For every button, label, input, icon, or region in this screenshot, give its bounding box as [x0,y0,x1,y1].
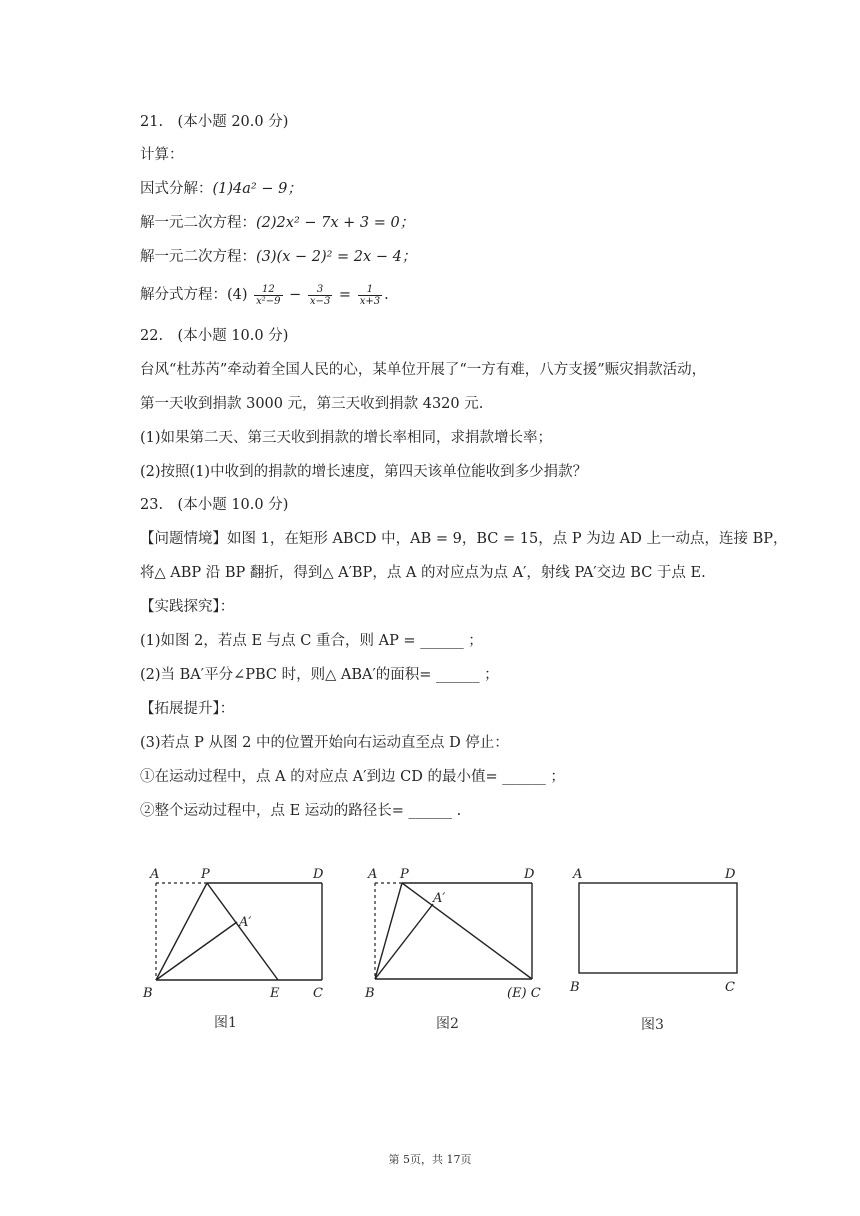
fraction-2-numerator: 3 [308,284,332,296]
fig1-edge-BA1 [156,922,237,980]
fig3-label-D: D [725,867,736,882]
period: . [384,287,389,303]
q21-part3 [140,247,416,267]
q21-part1 [140,179,302,199]
figure-1 [140,860,340,1009]
q22-header: 22. (本小题 10.0 分) [140,328,289,344]
fig3-label-C: C [725,980,735,995]
fig1-label-A1: A′ [239,915,252,930]
fig1-edge-BP [156,883,207,980]
fraction-3-denominator: x+3 [359,295,381,307]
fig2-label-D: D [524,867,535,882]
q21-intro: 计算： [140,147,184,163]
equals-sign: = [338,287,352,303]
fraction-3 [358,284,382,307]
q21-part3-label: 解一元二次方程： [140,249,256,265]
q23-part3-sub2: ②整个运动过程中，点 E 运动的路径长= ______ . [140,803,462,819]
q23-part3: (3)若点 P 从图 2 中的位置开始向右运动直至点 D 停止： [140,735,509,751]
fig2-label-B: B [365,986,375,1001]
q21-part4-prefix: (4) [227,287,248,303]
q23-section-extension: 【拓展提升】： [140,701,235,717]
q23-section-practice: 【实践探究】： [140,599,235,615]
fig2-label-EC: (E) C [507,986,541,1001]
fig2-edge-BA1 [375,904,433,979]
fraction-3-numerator: 1 [358,284,382,296]
fig1-label-D: D [313,867,324,882]
q22-line1: 台风“杜苏芮”牵动着全国人民的心，某单位开展了“一方有难，八方支援”赈灾捐款活动， [140,362,707,378]
fig1-label-A: A [150,867,160,882]
q21-part2-label: 解一元二次方程： [140,215,256,231]
minus-sign: − [289,287,302,303]
fig1-label-C: C [313,986,323,1001]
q21-part4 [140,283,389,307]
fig2-label-P: P [400,867,409,882]
fig1-label-E: E [270,986,280,1001]
fig1-label-B: B [143,986,153,1001]
fig3-label-B: B [570,980,580,995]
q23-part3-sub1: ①在运动过程中，点 A 的对应点 A′到边 CD 的最小值= ______ ； [140,769,565,785]
fig3-label-A: A [573,867,583,882]
q23-part2: (2)当 BA′平分∠PBC 时，则△ ABA′的面积= ______ ； [140,667,499,683]
fig1-ray-PE [207,883,278,980]
fig2-ray-PC [402,883,532,979]
figure-2-caption: 图2 [436,1016,459,1032]
q21-header: 21. (本小题 20.0 分) [140,114,289,130]
fraction-1-denominator: x²−9 [256,295,281,307]
figure-1-caption: 图1 [214,1015,237,1031]
q23-header: 23. (本小题 10.0 分) [140,497,289,513]
q21-part4-label: 解分式方程： [140,287,227,303]
fig2-label-A: A [368,867,378,882]
q23-part1: (1)如图 2，若点 E 与点 C 重合，则 AP = ______ ； [140,633,483,649]
figure-3 [565,860,750,1009]
q21-part2-expr: (2)2x² − 7x + 3 = 0； [256,215,415,231]
q21-part1-label: 因式分解： [140,181,213,197]
q22-line2: 第一天收到捐款 3000 元，第三天收到捐款 4320 元. [140,396,484,412]
q22-part2: (2)按照(1)中收到的捐款的增长速度，第四天该单位能收到多少捐款？ [140,464,588,480]
fraction-1-numerator: 12 [254,284,282,296]
figure-3-caption: 图3 [641,1017,664,1033]
q21-part2 [140,213,414,233]
q23-context-line2: 将△ ABP 沿 BP 翻折，得到△ A′BP，点 A 的对应点为点 A′，射线 PA′交边 BC 于点 E. [140,565,706,581]
fraction-2-denominator: x−3 [309,295,331,307]
fraction-1 [254,284,282,307]
q21-part1-expr: (1)4a² − 9； [212,181,302,197]
q23-context-line1: 【问题情境】如图 1，在矩形 ABCD 中，AB = 9，BC = 15，点 P 为边 AD 上一动点，连接 BP， [140,531,788,547]
figure-2 [360,860,560,1009]
fraction-2 [308,284,332,307]
fig2-label-A1: A′ [433,891,446,906]
page-footer: 第 5页，共 17页 [388,1153,472,1166]
fig2-edge-BP [375,883,402,979]
fig1-label-P: P [201,867,210,882]
q21-part3-expr: (3)(x − 2)² = 2x − 4； [256,249,417,265]
fig3-rectangle-ABCD [579,883,737,973]
q22-part1: (1)如果第二天、第三天收到捐款的增长率相同，求捐款增长率； [140,430,553,446]
